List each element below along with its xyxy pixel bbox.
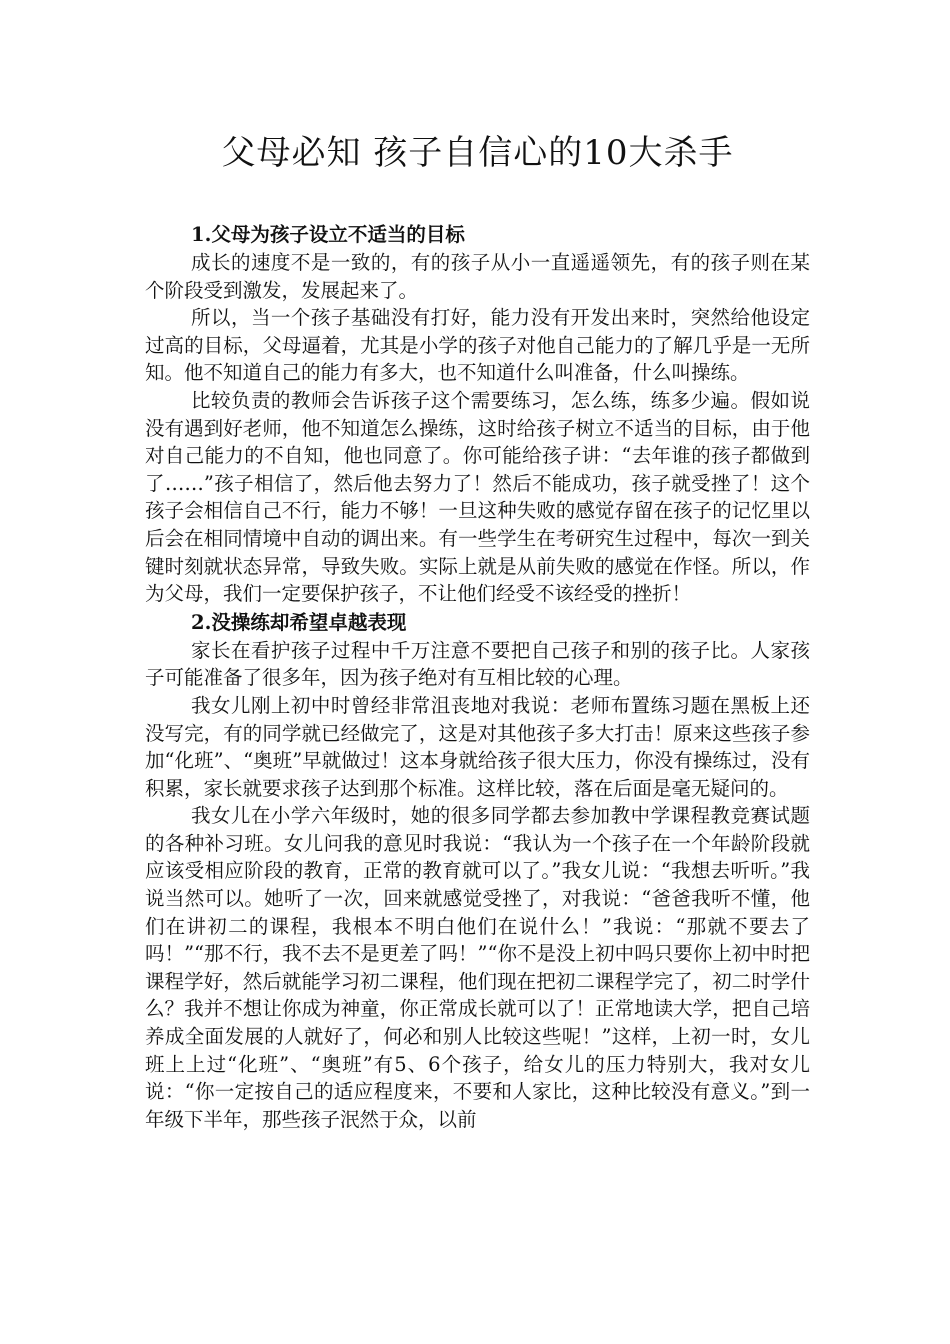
- section-heading: 2.没操练却希望卓越表现: [191, 610, 407, 634]
- section-1: [145, 220, 810, 608]
- section-heading: 1.父母为孩子设立不适当的目标: [191, 223, 465, 246]
- paragraph: 家长在看护孩子过程中千万注意不要把自己孩子和别的孩子比。人家孩子可能准备了很多年，因为孩子绝对有互相比较的心理。: [145, 638, 810, 690]
- paragraph: 我女儿在小学六年级时，她的很多同学都去参加教中学课程教竞赛试题的各种补习班。女儿问我的意见时我说：“我认为一个孩子在一个年龄阶段就应该受相应阶段的教育，正常的教育就可以了。”我女儿说：“我想去听听。”我说当然可以。她听了一次，回来就感觉受挫了，对我说：“爸爸我听不懂，他们在讲初二的课程，我根本不明白他们在说什么！”我说：“那就不要去了吗！”“那不行，我不去不是更差了吗！”“你不是没上初中吗只要你上初中时把课程学好，然后就能学习初二课程，他们现在把初二课程学完了，初二时学什么？我并不想让你成为神童，你正常成长就可以了！正常地读大学，把自己培养成全面发展的人就好了，何必和别人比较这些呢！”这样，上初一时，女儿班上上过“化班”、“奥班”有5、6个孩子，给女儿的压力特别大，我对女儿说：“你一定按自己的适应程度来，不要和人家比，这种比较没有意义。”到一年级下半年，那些孩子泯然于众，以前: [145, 804, 810, 1131]
- paragraph: 我女儿刚上初中时曾经非常沮丧地对我说：老师布置练习题在黑板上还没写完，有的同学就已经做完了，这是对其他孩子多大打击！原来这些孩子参加“化班”、“奥班”早就做过！这本身就给孩子很大压力，你没有操练过，没有积累，家长就要求孩子达到那个标准。这样比较，落在后面是毫无疑问的。: [145, 693, 810, 800]
- paragraph: 成长的速度不是一致的，有的孩子从小一直遥遥领先，有的孩子则在某个阶段受到激发，发展起来了。: [145, 251, 810, 302]
- document-page: [145, 126, 810, 1133]
- document-title: 父母必知 孩子自信心的10大杀手: [221, 133, 734, 173]
- paragraph: 所以，当一个孩子基础没有打好，能力没有开发出来时，突然给他设定过高的目标，父母逼着，尤其是小学的孩子对他自己能力的了解几乎是一无所知。他不知道自己的能力有多大，也不知道什么叫准备，什么叫操练。: [145, 306, 810, 385]
- section-2: [145, 608, 810, 1134]
- paragraph: 比较负责的教师会告诉孩子这个需要练习，怎么练，练多少遍。假如说没有遇到好老师，他不知道怎么操练，这时给孩子树立不适当的目标，由于他对自己能力的不自知，他也同意了。你可能给孩子讲：“去年谁的孩子都做到了……”孩子相信了，然后他去努力了！然后不能成功，孩子就受挫了！这个孩子会相信自己不行，能力不够！一旦这种失败的感觉存留在孩子的记忆里以后会在相同情境中自动的调出来。有一些学生在考研究生过程中，每次一到关键时刻就状态异常，导致失败。实际上就是从前失败的感觉在作怪。所以，作为父母，我们一定要保护孩子，不让他们经受不该经受的挫折！: [145, 388, 810, 606]
